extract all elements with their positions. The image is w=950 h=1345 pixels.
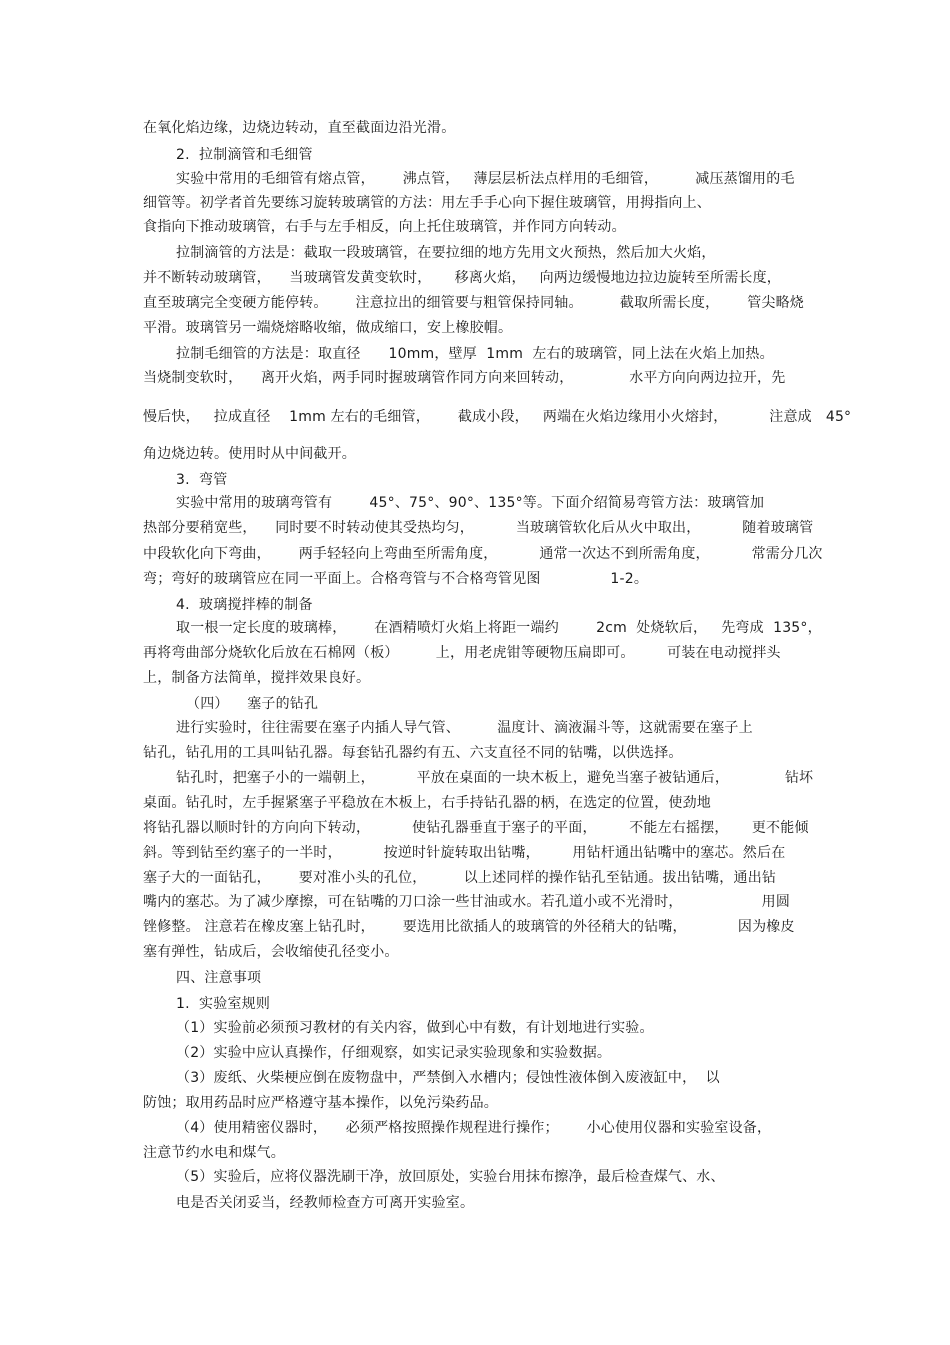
- text-line: 实验中常用的毛细管有熔点管， 沸点管， 薄层层析法点样用的毛细管， 减压蒸馏用的毛: [176, 171, 795, 187]
- text-line: 取一根一定长度的玻璃棒， 在酒精喷灯火焰上将距一端约 2cm 处烧软后， 先弯成 135°，: [176, 620, 822, 636]
- text-line: 进行实验时，往往需要在塞子内插人导气管、 温度计、滴液漏斗等，这就需要在塞子上: [176, 720, 753, 736]
- text-line: 电是否关闭妥当，经教师检查方可离开实验室。: [176, 1195, 475, 1211]
- section-heading: 1. 实验室规则: [176, 996, 271, 1012]
- text-line: 角边烧边转。使用时从中间截开。: [143, 446, 356, 462]
- text-line: 锉修整。 注意若在橡皮塞上钻孔时， 要选用比欲插人的玻璃管的外径稍大的钻嘴， 因为橡皮: [143, 919, 795, 935]
- text-line: 桌面。钻孔时，左手握紧塞子平稳放在木板上，右手持钻孔器的柄，在选定的位置，使劲地: [143, 795, 711, 811]
- text-line: （2）实验中应认真操作，仔细观察，如实记录实验现象和实验数据。: [176, 1045, 612, 1061]
- text-line: 拉制滴管的方法是：截取一段玻璃管，在要拉细的地方先用文火预热，然后加大火焰，: [176, 245, 716, 261]
- text-line: （5）实验后，应将仪器洗刷干净，放回原处，实验台用抹布擦净，最后检查煤气、水、: [176, 1169, 725, 1185]
- text-line: 塞子大的一面钻孔， 要对准小头的孔位， 以上述同样的操作钻孔至钻通。拔出钻嘴，通出钻: [143, 870, 777, 886]
- text-line: 弯；弯好的玻璃管应在同一平面上。合格弯管与不合格弯管见图 1-2。: [143, 571, 649, 587]
- text-line: 上，制备方法简单，搅拌效果良好。: [143, 670, 371, 686]
- text-line: 实验中常用的玻璃弯管有 45°、75°、90°、135°等。下面介绍简易弯管方法：玻璃管加: [176, 495, 765, 511]
- text-line: （3）废纸、火柴梗应倒在废物盘中，严禁倒入水槽内；侵蚀性液体倒入废液缸中， 以: [176, 1070, 720, 1086]
- text-line: 防蚀；取用药品时应严格遵守基本操作，以免污染药品。: [143, 1095, 498, 1111]
- section-heading: 4. 玻璃搅拌棒的制备: [176, 597, 313, 613]
- text-line: 中段软化向下弯曲， 两手轻轻向上弯曲至所需角度， 通常一次达不到所需角度， 常需分几次: [143, 546, 823, 562]
- text-line: 塞有弹性，钻成后，会收缩使孔径变小。: [143, 944, 399, 960]
- text-line: 钻孔，钻孔用的工具叫钻孔器。每套钻孔器约有五、六支直径不同的钻嘴，以供选择。: [143, 745, 683, 761]
- section-heading: 3. 弯管: [176, 472, 228, 488]
- section-heading: （四） 塞子的钻孔: [186, 696, 319, 712]
- section-heading: 四、注意事项: [176, 970, 262, 986]
- text-line: （4）使用精密仪器时， 必须严格按照操作规程进行操作； 小心使用仪器和实验室设备，: [176, 1120, 772, 1136]
- text-line: 注意节约水电和煤气。: [143, 1145, 285, 1161]
- text-line: 钻孔时，把塞子小的一端朝上， 平放在桌面的一块木板上，避免当塞子被钻通后， 钻坏: [176, 770, 814, 786]
- text-line: 斜。等到钻至约塞子的一半时， 按逆时针旋转取出钻嘴， 用钻杆通出钻嘴中的塞芯。然后在: [143, 845, 786, 861]
- text-line: 平滑。玻璃管另一端烧熔略收缩，做成缩口，安上橡胶帽。: [143, 320, 513, 336]
- text-line: 嘴内的塞芯。为了减少摩擦，可在钻嘴的刀口涂一些甘油或水。若孔道小或不光滑时， 用圆: [143, 894, 791, 910]
- text-line: （1）实验前必须预习教材的有关内容，做到心中有数，有计划地进行实验。: [176, 1020, 654, 1036]
- text-line: 食指向下推动玻璃管，右手与左手相反，向上托住玻璃管，并作同方向转动。: [143, 219, 626, 235]
- text-line: 慢后快， 拉成直径 1mm 左右的毛细管， 截成小段， 两端在火焰边缘用小火熔封， 注意成 45°: [143, 409, 852, 425]
- text-line: 拉制毛细管的方法是：取直径 10mm，壁厚 1mm 左右的玻璃管，同上法在火焰上加热。: [176, 346, 774, 362]
- text-line: 再将弯曲部分烧软化后放在石棉网（板） 上，用老虎钳等硬物压扁即可。 可装在电动搅拌头: [143, 645, 781, 661]
- text-line: 直至玻璃完全变硬方能停转。 注意拉出的细管要与粗管保持同轴。 截取所需长度， 管尖略烧: [143, 295, 805, 311]
- text-line: 细管等。初学者首先要练习旋转玻璃管的方法：用左手手心向下握住玻璃管，用拇指向上、: [143, 195, 711, 211]
- text-line: 热部分要稍宽些， 同时要不时转动使其受热均匀， 当玻璃管软化后从火中取出， 随着玻璃管: [143, 520, 814, 536]
- text-line: 当烧制变软时， 离开火焰，两手同时握玻璃管作同方向来回转动， 水平方向向两边拉开，先: [143, 370, 786, 386]
- section-heading: 2. 拉制滴管和毛细管: [176, 147, 313, 163]
- text-line: 并不断转动玻璃管， 当玻璃管发黄变软时， 移离火焰， 向两边缓慢地边拉边旋转至所需长度，: [143, 270, 781, 286]
- text-line: 将钻孔器以顺时针的方向向下转动， 使钻孔器垂直于塞子的平面， 不能左右摇摆， 更不能倾: [143, 820, 809, 836]
- text-line: 在氧化焰边缘，边烧边转动，直至截面边沿光滑。: [143, 120, 456, 136]
